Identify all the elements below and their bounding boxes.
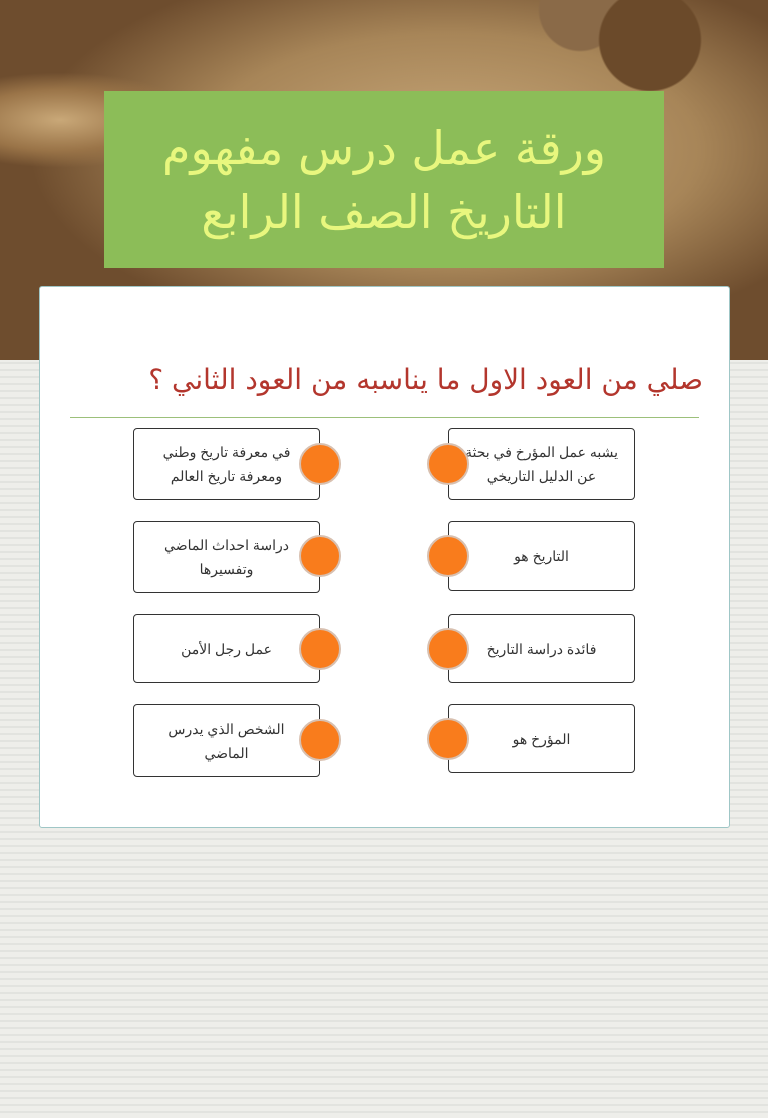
worksheet-card: [39, 286, 730, 828]
match-handle-a[interactable]: [427, 443, 469, 485]
column-b-item[interactable]: الشخص الذي يدرس الماضي: [133, 704, 320, 777]
column-b-item[interactable]: دراسة احداث الماضي وتفسيرها: [133, 521, 320, 593]
match-handle-b[interactable]: [299, 535, 341, 577]
match-handle-a[interactable]: [427, 628, 469, 670]
page-title: ورقة عمل درس مفهوم التاريخ الصف الرابع: [161, 120, 607, 239]
match-handle-a[interactable]: [427, 718, 469, 760]
column-a-item[interactable]: يشبه عمل المؤرخ في بحثة عن الدليل التاريخي: [448, 428, 635, 500]
match-handle-b[interactable]: [299, 628, 341, 670]
question-text: صلي من العود الاول ما يناسبه من العود الثاني ؟: [148, 363, 703, 396]
column-a-item[interactable]: فائدة دراسة التاريخ: [448, 614, 635, 683]
column-a-item[interactable]: المؤرخ هو: [448, 704, 635, 773]
title-banner: [104, 91, 664, 268]
column-b-item[interactable]: عمل رجل الأمن: [133, 614, 320, 683]
divider: [70, 417, 699, 418]
match-handle-b[interactable]: [299, 443, 341, 485]
column-b-item[interactable]: في معرفة تاريخ وطني ومعرفة تاريخ العالم: [133, 428, 320, 500]
match-handle-a[interactable]: [427, 535, 469, 577]
match-handle-b[interactable]: [299, 719, 341, 761]
column-a-item[interactable]: التاريخ هو: [448, 521, 635, 591]
